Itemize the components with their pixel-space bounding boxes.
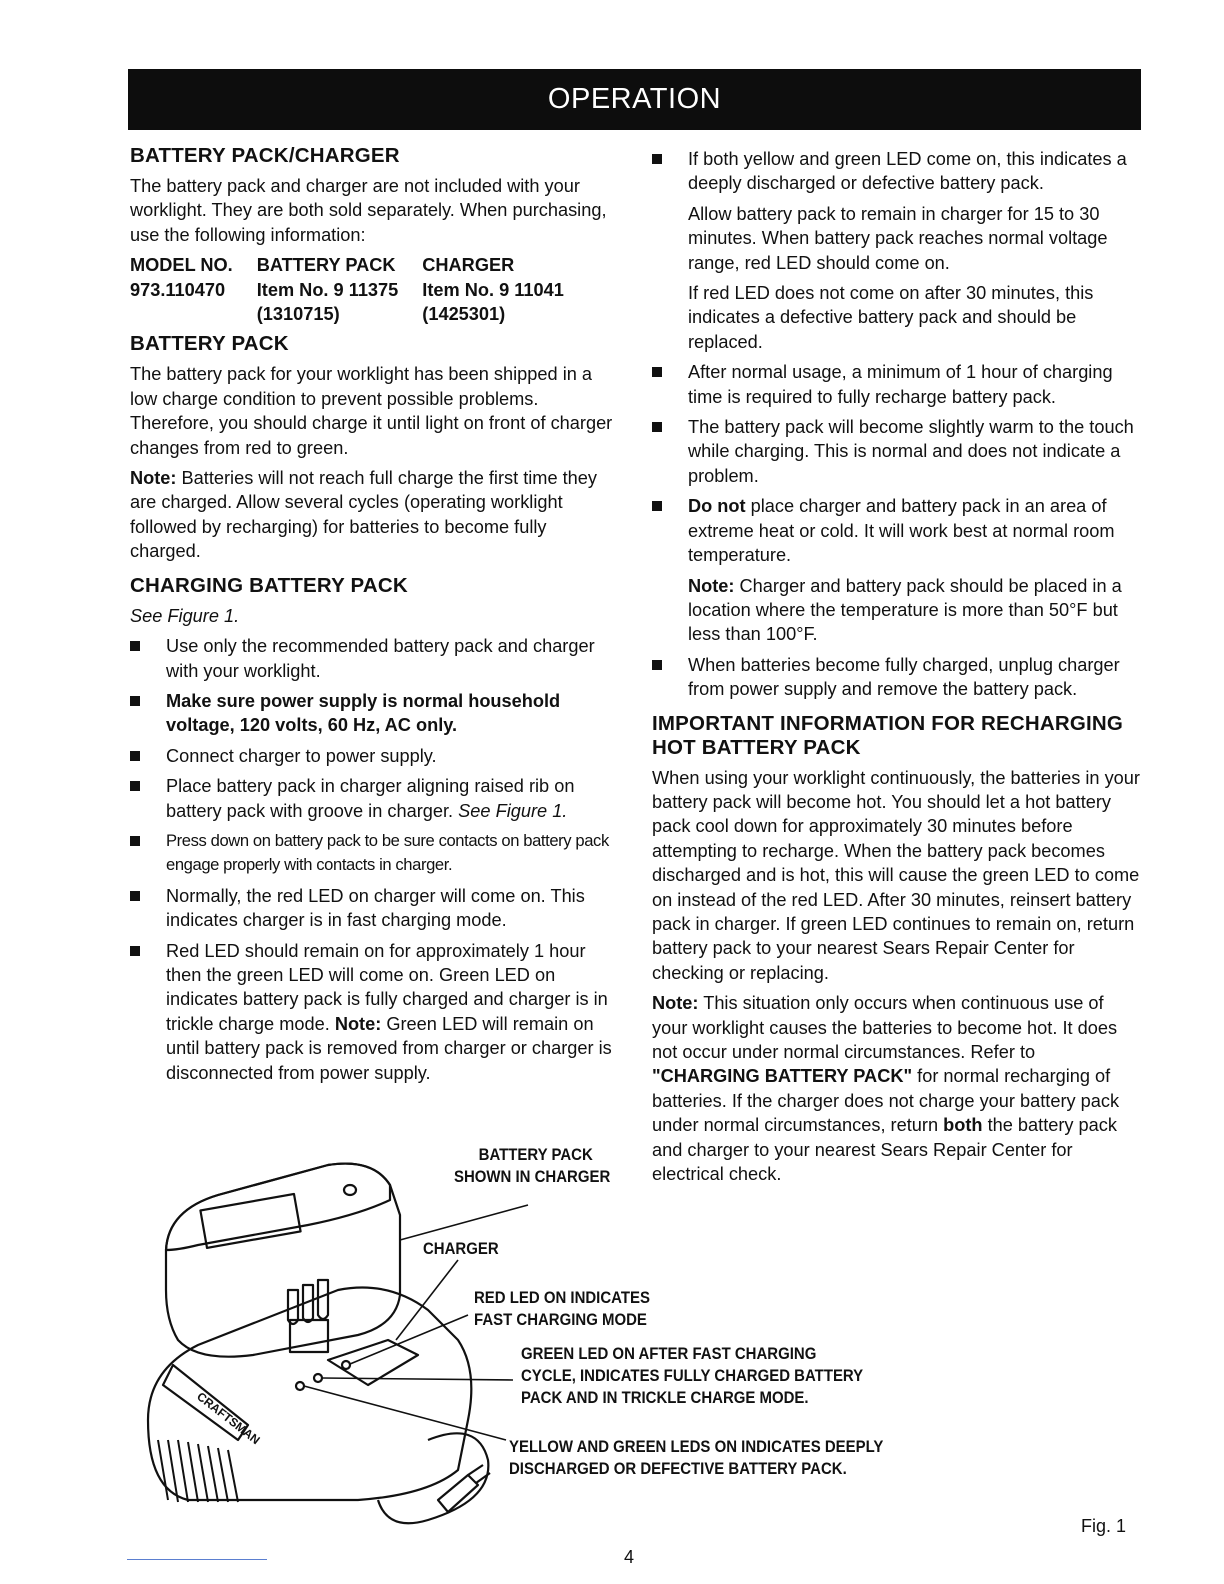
heading-battery-pack-charger: BATTERY PACK/CHARGER <box>130 144 400 167</box>
yellow-led <box>296 1382 304 1390</box>
sub-note <box>652 574 1142 647</box>
heading-charging-battery-pack: CHARGING BATTERY PACK <box>130 573 408 597</box>
bullet-square-icon <box>652 422 662 432</box>
list-item <box>130 689 620 738</box>
charger-illustration <box>128 1140 958 1540</box>
red-led <box>342 1361 350 1369</box>
label-line: BATTERY PACK <box>478 1145 593 1164</box>
important-paragraph: When using your worklight continuously, the batteries in your battery pack will become hot. You should let a hot battery pack cool down for approximately 30 minutes before attempting to recharge. When the battery pack becomes discharged and is hot, this will cause the green LED to come on instead of the red LED. After 30 minutes, reinsert battery pack in charger. If green LED continues to remain on, return battery pack to your nearest Sears Repair Center for checking or replacing. <box>652 767 1140 983</box>
pack-grip-3 <box>318 1280 328 1319</box>
note-text: the battery pack and charger to your nearest Sears Repair Center for electrical check. <box>652 1115 1117 1185</box>
bullet-square-icon <box>130 751 140 761</box>
emphasis: both <box>943 1115 983 1136</box>
label-charger <box>423 1238 499 1260</box>
battery-pack-body <box>166 1164 400 1357</box>
brand-text: CRAFTSMAN <box>194 1389 263 1448</box>
section-ref: "CHARGING BATTERY PACK" <box>652 1066 913 1087</box>
bullet-square-icon <box>130 946 140 956</box>
label-red-led <box>474 1287 650 1331</box>
model-table <box>130 253 588 326</box>
plug-prong-1 <box>468 1465 483 1475</box>
model-table-cell: MODEL NO. <box>130 255 233 276</box>
label-line: SHOWN IN CHARGER <box>454 1167 611 1186</box>
list-item-text: Press down on battery pack to be sure contacts on battery pack engage properly with contacts in charger. <box>166 830 609 875</box>
bullet-square-icon <box>652 154 662 164</box>
bullet-square-icon <box>130 781 140 791</box>
list-item <box>652 360 1142 409</box>
bullet-square-icon <box>130 891 140 901</box>
model-table-cell: CHARGER <box>422 255 515 276</box>
model-table-row <box>130 302 588 326</box>
model-table-cell: Item No. 9 11041 <box>422 279 564 300</box>
sub-paragraph: If red LED does not come on after 30 minutes, this indicates a defective battery pack and should be replaced. <box>688 283 1094 352</box>
note-text: for normal recharging of batteries. If the charger does not charge your battery pack under normal circumstances, return <box>652 1066 1120 1136</box>
list-item <box>652 653 1142 702</box>
model-table-header-row <box>130 253 588 277</box>
list-item-text: If both yellow and green LED come on, this indicates a deeply discharged or defective battery pack. <box>688 149 1127 194</box>
list-item-text: When batteries become fully charged, unplug charger from power supply and remove the battery pack. <box>688 654 1120 700</box>
label-line: CYCLE, INDICATES FULLY CHARGED BATTERY <box>521 1366 864 1385</box>
list-item-text: The battery pack will become slightly warm to the touch while charging. This is normal and does not indicate a problem. <box>688 417 1134 486</box>
battery-pack-window <box>200 1194 300 1248</box>
intro-paragraph: The battery pack and charger are not included with your worklight. They are both sold separately. When purchasing, use the following information: <box>130 176 607 245</box>
list-item-text: Use only the recommended battery pack and charger with your worklight. <box>166 636 595 681</box>
figure-ref: See Figure 1. <box>458 800 568 821</box>
label-line: DISCHARGED OR DEFECTIVE BATTERY PACK. <box>509 1459 847 1478</box>
battery-pack-top <box>166 1164 390 1250</box>
label-line: PACK AND IN TRICKLE CHARGE MODE. <box>521 1388 809 1407</box>
charging-bullet-list <box>130 634 620 1085</box>
figure-charger <box>128 1140 958 1540</box>
label-green-led <box>521 1343 863 1409</box>
bullet-square-icon <box>130 641 140 651</box>
figure-number: Fig. 1 <box>1081 1516 1127 1536</box>
label-pack-shown <box>454 1144 610 1188</box>
led-bullet-list <box>652 147 1142 196</box>
note-label: Note: <box>688 575 735 596</box>
model-table-cell: 973.110470 <box>130 279 226 300</box>
model-table-cell: (1310715) <box>256 304 340 325</box>
list-item-text: Place battery pack in charger aligning raised rib on battery pack with groove in charger. <box>166 776 575 821</box>
list-item <box>652 494 1142 567</box>
led-bullet-list-2 <box>652 360 1142 567</box>
bullet-square-icon <box>130 696 140 706</box>
list-item <box>130 884 620 933</box>
green-led <box>314 1374 322 1382</box>
list-item <box>130 939 620 1085</box>
list-item <box>652 415 1142 488</box>
list-item <box>652 147 1142 196</box>
list-item-text: Red LED should remain on for approximately 1 hour then the green LED will come on. Green LED on indicates battery pack is fully charged and charger is in trickle charge mode. <box>166 940 608 1034</box>
bullet-square-icon <box>652 367 662 377</box>
label-line: GREEN LED ON AFTER FAST CHARGING <box>521 1344 817 1363</box>
list-item-text: Make sure power supply is normal household voltage, 120 volts, 60 Hz, AC only. <box>166 690 561 736</box>
vent-lines <box>158 1440 238 1502</box>
led-bullet-list-3 <box>652 653 1142 702</box>
note-text: This situation only occurs when continuous use of your worklight causes the batteries to become hot. It does not occur under normal circumstances. Refer to <box>652 993 1118 1062</box>
label-line: RED LED ON INDICATES <box>474 1288 650 1307</box>
list-item-text: Connect charger to power supply. <box>166 745 437 766</box>
bullet-square-icon <box>130 836 140 846</box>
model-table-cell: Item No. 9 11375 <box>256 279 399 300</box>
label-line: FAST CHARGING MODE <box>474 1310 647 1329</box>
footer-rule <box>127 1559 267 1560</box>
emphasis: Do not <box>688 496 746 517</box>
list-item <box>130 829 620 878</box>
bullet-square-icon <box>652 501 662 511</box>
section-banner <box>128 69 1141 130</box>
label-line: CHARGER <box>423 1239 499 1258</box>
see-figure-ref: See Figure 1. <box>130 605 240 626</box>
pack-hole <box>344 1185 356 1195</box>
model-table-cell <box>130 302 257 326</box>
battery-pack-paragraph: The battery pack for your worklight has been shipped in a low charge condition to prevent possible problems. Therefore, you should charge it until light on front of charger changes from red to green. <box>130 364 613 458</box>
list-item-text: Normally, the red LED on charger will come on. This indicates charger is in fast charging mode. <box>166 885 585 931</box>
heading-important-information: IMPORTANT INFORMATION FOR RECHARGING HOT BATTERY PACK <box>652 711 1124 759</box>
sub-paragraph: Allow battery pack to remain in charger for 15 to 30 minutes. When battery pack reaches normal voltage range, red LED should come on. <box>688 203 1108 273</box>
list-item-text: After normal usage, a minimum of 1 hour of charging time is required to fully recharge battery pack. <box>688 362 1113 407</box>
bullet-square-icon <box>652 660 662 670</box>
heading-battery-pack: BATTERY PACK <box>130 332 289 356</box>
label-yellow-led <box>509 1436 883 1480</box>
list-item-text: place charger and battery pack in an area of extreme heat or cold. It will work best at normal room temperature. <box>688 496 1115 566</box>
list-item <box>130 634 620 683</box>
note-label: Note: <box>130 468 177 489</box>
list-item <box>130 744 620 768</box>
note-label: Note: <box>334 1013 382 1034</box>
note-paragraph <box>130 466 620 564</box>
note-text: Batteries will not reach full charge the first time they are charged. Allow several cycles (operating worklight followed by recharging) for batteries to become fully charged. <box>130 468 597 562</box>
model-table-cell: (1425301) <box>422 304 506 325</box>
left-column <box>130 144 620 1091</box>
note-text: Charger and battery pack should be placed in a location where the temperature is more than 50°F but less than 100°F. <box>688 575 1122 645</box>
list-item-text: Green LED will remain on until battery pack is removed from charger or charger is disconnected from power supply. <box>166 1013 612 1083</box>
model-table-cell: BATTERY PACK <box>256 255 396 276</box>
model-table-row <box>130 278 588 302</box>
list-item <box>130 774 620 823</box>
note-label: Note: <box>652 993 699 1014</box>
right-column <box>652 147 1142 1192</box>
label-line: YELLOW AND GREEN LEDS ON INDICATES DEEPLY <box>509 1437 884 1456</box>
page-number: 4 <box>624 1547 635 1567</box>
plug-prong-2 <box>476 1473 490 1483</box>
section-title: OPERATION <box>547 83 722 115</box>
